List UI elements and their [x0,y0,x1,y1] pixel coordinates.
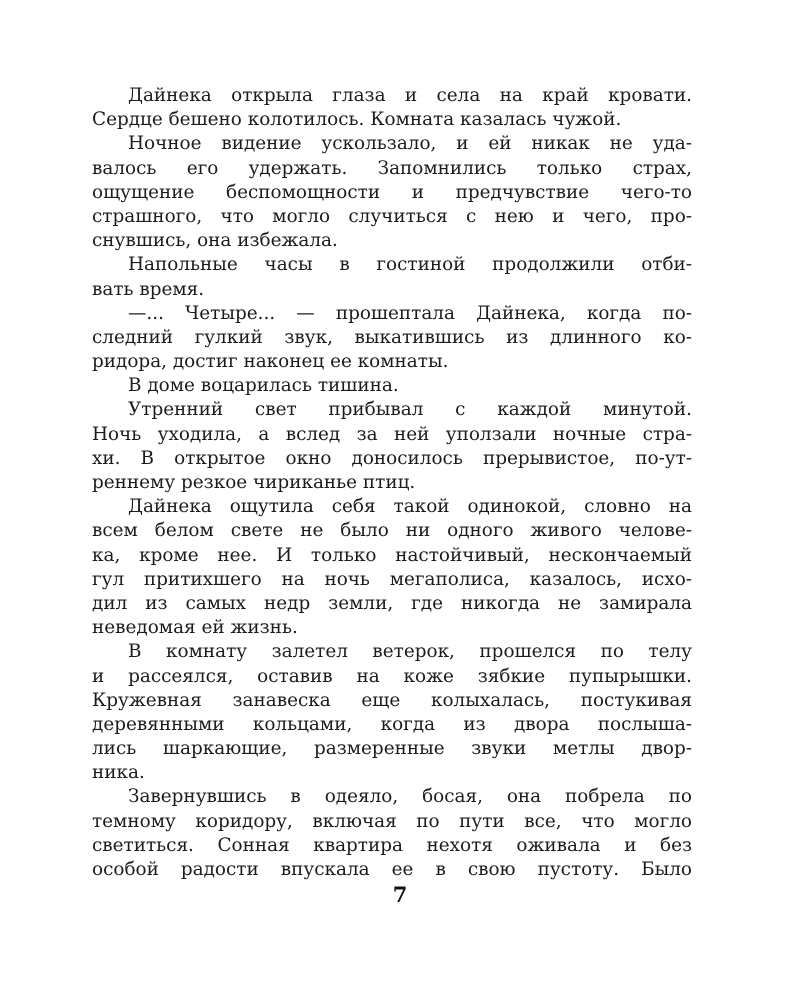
text-line: Дайнека открыла глаза и села на край кровати. [128,85,692,106]
text-line: гул притихшего на ночь мегаполиса, казалось, исхо- [92,568,692,590]
text-line: Кружевная занавеска еще колыхалась, постукивая [92,689,692,711]
body-text [92,84,692,882]
text-line: валось его удержать. Запомнились только страх, [92,157,692,179]
text-line: В доме воцарилась тишина. [128,375,399,397]
text-line: темному коридору, включая по пути все, что могло [92,810,692,832]
text-line: особой радости впускала ее в свою пустоту. Было [92,859,692,880]
text-line: светиться. Сонная квартира нехотя оживала и без [92,834,692,856]
text-line: Напольные часы в гостиной продолжили отби- [128,254,692,276]
text-line: страшного, что могло случиться с нею и чего, про- [92,205,692,227]
text-line: и рассеялся, оставив на коже зябкие пупырышки. [92,665,692,687]
text-line: Ночь уходила, а вслед за ней уползали ночные стра- [92,423,692,445]
text-line: всем белом свете не было ни одного живого челове- [92,520,692,542]
text-line: Завернувшись в одеяло, босая, она побрела по [128,786,692,808]
text-line: дил из самых недр земли, где никогда не замирала [92,592,692,614]
text-line: вать время. [92,278,205,300]
text-line: Сердце бешено колотилось. Комната казалась чужой. [92,109,622,131]
text-line: ощущение беспомощности и предчувствие чего-то [92,181,692,203]
text-line: следний гулкий звук, выкатившись из длинного ко- [92,326,692,348]
text-line: ридора, достиг наконец ее комнаты. [92,351,449,373]
text-line: —... Четыре... — прошептала Дайнека, когда по- [128,302,692,324]
text-line: хи. В открытое окно доносилось прерывистое, по-ут- [92,447,692,469]
text-line: Утренний свет прибывал с каждой минутой. [128,399,692,421]
text-line: ка, кроме нее. И только настойчивый, нескончаемый [92,544,692,566]
text-line: В комнату залетел ветерок, прошелся по телу [128,641,692,663]
text-line: ника. [92,762,145,784]
text-line: лись шаркающие, размеренные звуки метлы двор- [92,738,692,760]
text-line: реннему резкое чириканье птиц. [92,472,416,493]
page-number: 7 [392,882,408,907]
text-line: неведомая ей жизнь. [92,617,298,639]
text-line: Ночное видение ускользало, и ей никак не уда- [128,133,692,155]
text-line: снувшись, она избежала. [92,230,338,252]
text-line: деревянными кольцами, когда из двора послыша- [92,713,692,735]
text-line: Дайнека ощутила себя такой одинокой, словно на [128,496,692,518]
